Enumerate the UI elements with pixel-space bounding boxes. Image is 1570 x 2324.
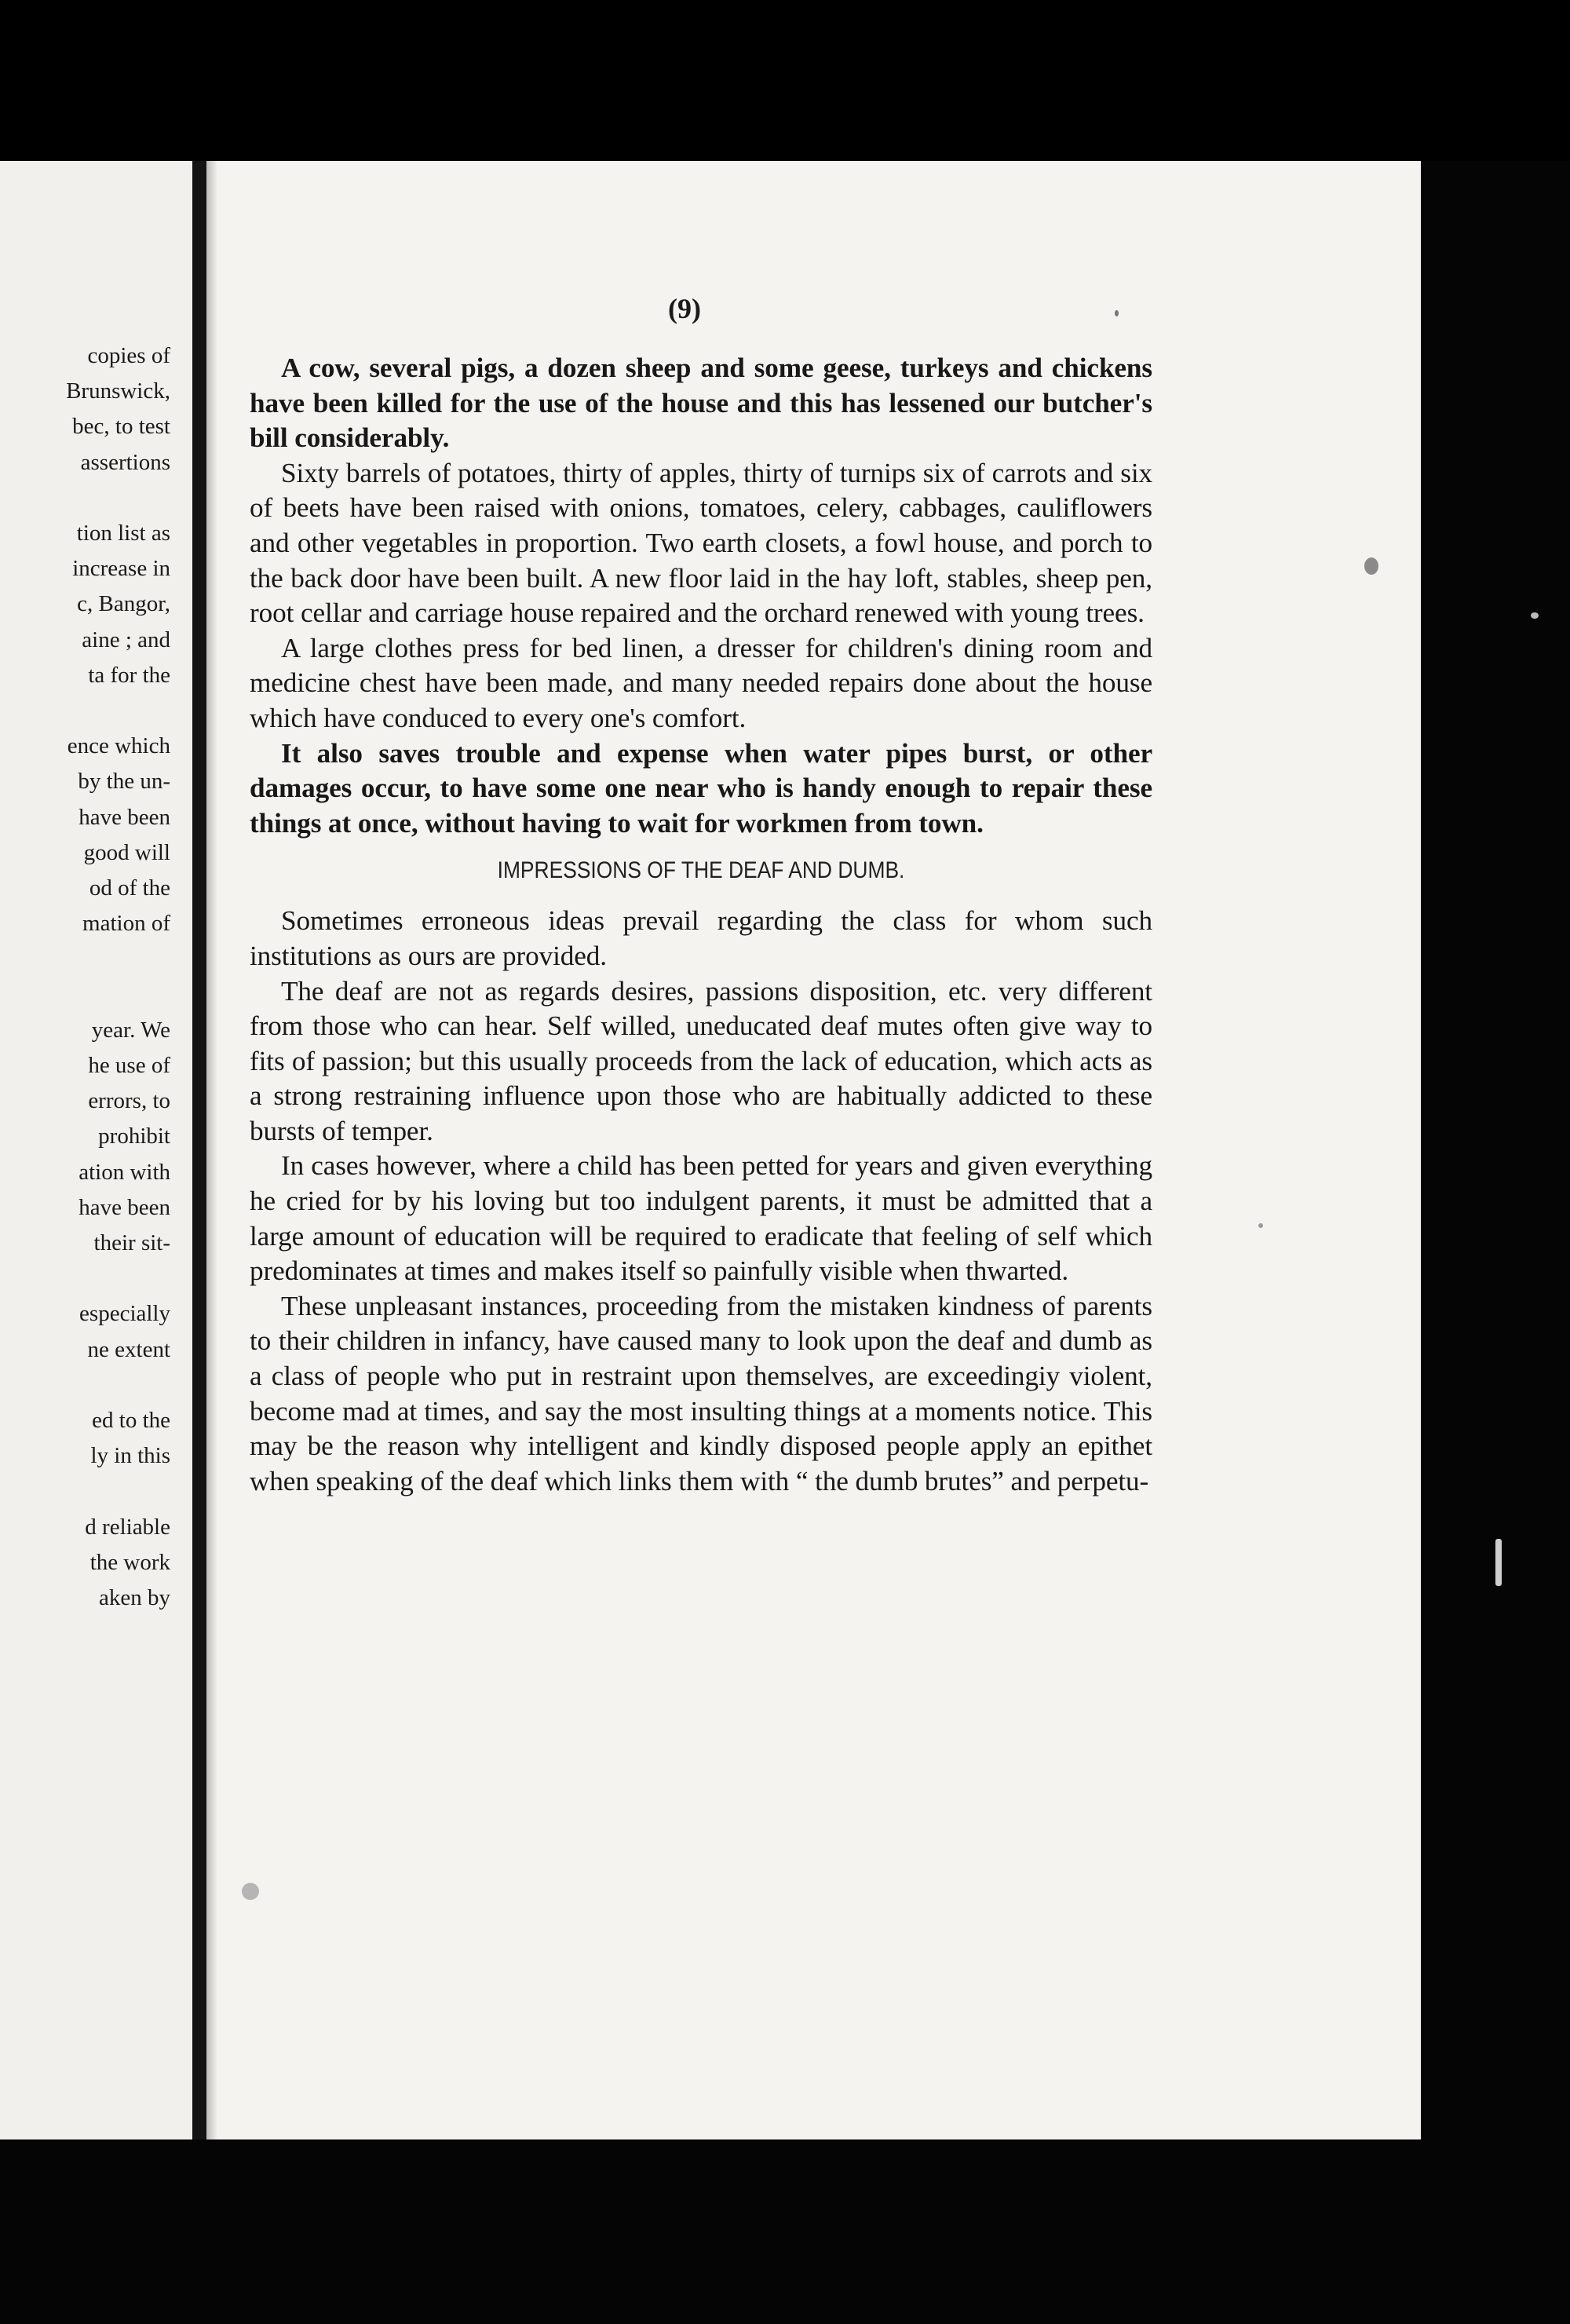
previous-page-line: od of the: [89, 875, 170, 901]
paragraph-unpleasant-instances: These unpleasant instances, proceeding from the mistaken kindness of parents to their children in infancy, have caused many to look upon the deaf and dumb as a class of people who put in restraint upon themselves, are exceedingiy violent, become mad at times, and say the most insulting things at a moments notice. This may be the reason why intelligent and kindly disposed people apply an epithet when speaking of the deaf which links them with “ the dumb brutes” and perpetu-: [250, 1290, 1152, 1496]
page-gutter: [192, 161, 206, 2139]
page-number: (9): [668, 293, 701, 324]
paragraph-furniture: A large clothes press for bed linen, a dresser for children's dining room and medicine chest have been made, and many needed repairs done about the house which have conduced to every one's comfort.: [250, 632, 1152, 733]
paragraph-erroneous-ideas: Sometimes erroneous ideas prevail regarding the class for whom such institutions as ours are provided.: [250, 905, 1152, 971]
previous-page-line: aine ; and: [82, 627, 170, 652]
scan-speck: [1258, 1223, 1263, 1228]
previous-page-line: have been: [78, 1194, 170, 1220]
previous-page-line: ed to the: [92, 1408, 170, 1433]
previous-page-line: he use of: [88, 1053, 170, 1078]
scan-speck: [242, 1883, 259, 1900]
previous-page-line: especially: [79, 1301, 170, 1327]
paragraph-harvest: Sixty barrels of potatoes, thirty of apples, thirty of turnips six of carrots and six of beets have been raised with onions, tomatoes, celery, cabbages, cauliflowers and other vegetables in proportion. Two earth closets, a fowl house, and porch to the back door have been built. A new floor laid in the hay loft, stables, sheep pen, root cellar and carriage house repaired and the orchard renewed with young trees.: [250, 457, 1152, 629]
previous-page-line: tion list as: [76, 521, 170, 546]
bottom-black-border: [0, 2139, 1570, 2324]
previous-page-line: ly in this: [90, 1443, 170, 1469]
scan-speck: [1531, 612, 1539, 619]
previous-page-line: bec, to test: [72, 414, 170, 440]
previous-page-line: copies of: [87, 343, 170, 368]
page-body: [250, 351, 1152, 1499]
previous-page-line: year. We: [91, 1017, 170, 1043]
previous-page-line: the work: [89, 1549, 170, 1575]
previous-page-line: prohibit: [98, 1124, 170, 1149]
previous-page-line: ence which: [67, 733, 170, 759]
previous-page-line: Brunswick,: [66, 378, 170, 404]
section-heading: IMPRESSIONS OF THE DEAF AND DUMB.: [497, 857, 905, 884]
scan-speck: [1364, 557, 1378, 575]
previous-page-line: c, Bangor,: [77, 591, 170, 617]
top-black-border: [0, 0, 1570, 161]
paragraph-repairs: It also saves trouble and expense when water pipes burst, or other damages occur, to have some one near who is handy enough to repair these things at once, without having to wait for workmen from town.: [250, 737, 1152, 839]
previous-page-line: assertions: [80, 449, 170, 475]
previous-page-line: ne extent: [87, 1336, 170, 1362]
paragraph-desires: The deaf are not as regards desires, passions disposition, etc. very different from those who can hear. Self willed, uneducated deaf mutes often give way to fits of passion; but this usually proceeds from the lack of education, which acts as a strong restraining influence upon those who are habitually addicted to these bursts of temper.: [250, 975, 1152, 1146]
previous-page-line: good will: [83, 839, 170, 865]
scan-speck: [1495, 1539, 1502, 1586]
previous-page-line: ation with: [78, 1159, 170, 1185]
gutter-shadow: [206, 161, 217, 2139]
previous-page-line: increase in: [72, 556, 170, 582]
previous-page-line: mation of: [82, 911, 170, 937]
previous-page-line: errors, to: [88, 1088, 170, 1114]
scan-speck: [1115, 310, 1119, 316]
previous-page-line: have been: [78, 804, 170, 830]
previous-page-line: aken by: [99, 1585, 170, 1610]
paragraph-petted-child: In cases however, where a child has been petted for years and given everything he cried for by his loving but too indulgent parents, it must be admitted that a large amount of education will be required to eradicate that feeling of self which predominates at times and makes itself so painfully visible when thwarted.: [250, 1150, 1152, 1287]
previous-page-line: their sit-: [93, 1230, 170, 1255]
previous-page-line: ta for the: [88, 662, 170, 688]
previous-page-line: by the un-: [78, 769, 170, 795]
previous-page-line: d reliable: [85, 1514, 170, 1540]
paragraph-livestock: A cow, several pigs, a dozen sheep and some geese, turkeys and chickens have been killed for the use of the house and this has lessened our butcher's bill considerably.: [250, 353, 1152, 454]
right-black-border: [1421, 161, 1570, 2139]
previous-page-fragment: [0, 161, 192, 2139]
